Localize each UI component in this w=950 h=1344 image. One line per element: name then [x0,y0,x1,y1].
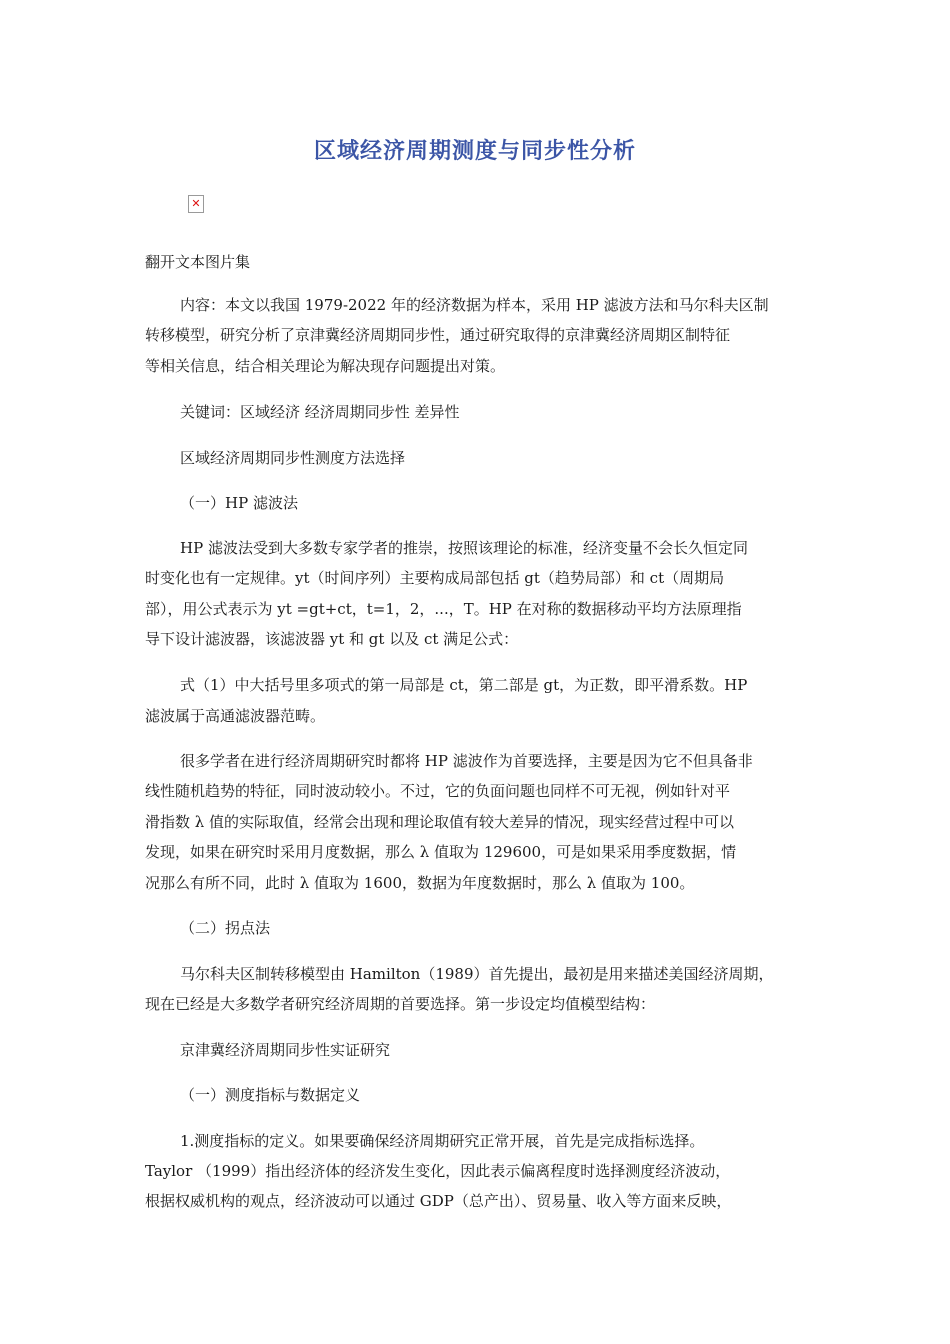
abstract-line-3: 等相关信息，结合相关理论为解决现存问题提出对策。 [145,357,506,375]
paragraph-line: 很多学者在进行经济周期研究时都将 HP 滤波作为首要选择，主要是因为它不但具备非 [180,752,753,770]
paragraph-line: 根据权威机构的观点，经济波动可以通过 GDP（总产出）、贸易量、收入等方面来反映， [145,1192,732,1210]
section-heading-methods: 区域经济周期同步性测度方法选择 [180,449,406,467]
paragraph-line: 导下设计滤波器，该滤波器 yt 和 gt 以及 ct 满足公式： [145,630,519,648]
paragraph-line: HP 滤波法受到大多数专家学者的推崇，按照该理论的标准，经济变量不会长久恒定同 [180,539,748,557]
broken-image-x-glyph: ✕ [191,197,201,210]
page-title: 区域经济周期测度与同步性分析 [313,139,636,164]
paragraph-line: 发现，如果在研究时采用月度数据，那么 λ 值取为 129600，可是如果采用季度数据，情 [145,843,737,861]
paragraph-line: 时变化也有一定规律。yt（时间序列）主要构成局部包括 gt（趋势局部）和 ct（周期局 [145,569,725,587]
keywords-line: 关键词：区域经济 经济周期同步性 差异性 [180,403,460,421]
paragraph-line: 现在已经是大多数学者研究经济周期的首要选择。第一步设定均值模型结构： [145,995,656,1013]
paragraph-line: 1.测度指标的定义。如果要确保经济周期研究正常开展，首先是完成指标选择。 [180,1132,705,1150]
paragraph-line: 部），用公式表示为 yt =gt+ct，t=1，2，...，T。HP 在对称的数据移动平均方法原理指 [145,600,742,618]
broken-image-icon[interactable] [188,195,204,213]
abstract-line-2: 转移模型，研究分析了京津冀经济周期同步性，通过研究取得的京津冀经济周期区制特征 [145,326,731,344]
subsection-heading-turning-point: （二）拐点法 [180,919,271,937]
paragraph-line: 马尔科夫区制转移模型由 Hamilton（1989）首先提出，最初是用来描述美国经济周期， [180,965,774,983]
paragraph-line: 滤波属于高通滤波器范畴。 [145,707,326,725]
paragraph-line: Taylor （1999）指出经济体的经济发生变化，因此表示偏离程度时选择测度经济波动， [145,1162,731,1180]
subsection-heading-indicators: （一）测度指标与数据定义 [180,1086,361,1104]
subsection-heading-hp-filter: （一）HP 滤波法 [180,494,298,512]
image-gallery-caption[interactable]: 翻开文本图片集 [145,253,251,271]
paragraph-line: 滑指数 λ 值的实际取值，经常会出现和理论取值有较大差异的情况，现实经营过程中可以 [145,813,735,831]
paragraph-line: 线性随机趋势的特征，同时波动较小。不过，它的负面问题也同样不可无视，例如针对平 [145,782,731,800]
abstract-line-1: 内容：本文以我国 1979-2022 年的经济数据为样本，采用 HP 滤波方法和马尔科夫区制 [180,296,769,314]
paragraph-line: 况那么有所不同，此时 λ 值取为 1600，数据为年度数据时，那么 λ 值取为 100。 [145,874,695,892]
paragraph-line: 式（1）中大括号里多项式的第一局部是 ct，第二部是 gt，为正数，即平滑系数。HP [180,676,748,694]
section-heading-empirical: 京津冀经济周期同步性实证研究 [180,1041,391,1059]
